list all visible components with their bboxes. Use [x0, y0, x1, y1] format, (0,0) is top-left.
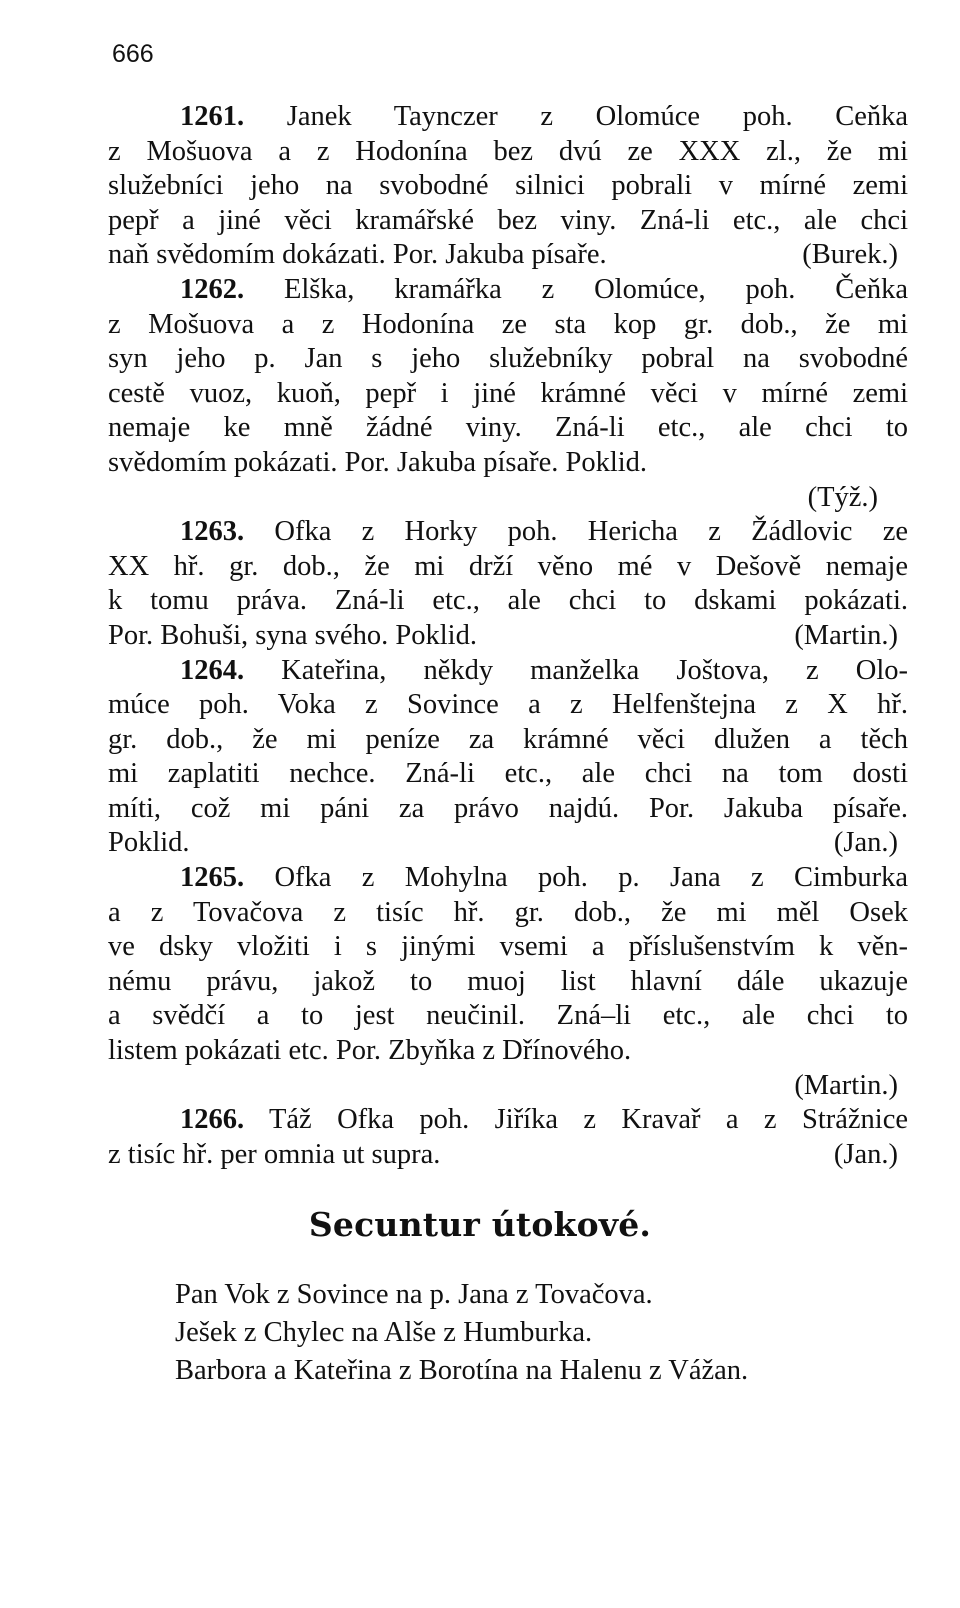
entry-line: XX hř. gr. dob., že mi drží věno mé v Dešově nemaje	[108, 550, 908, 582]
entry-line: k tomu práva. Zná-li etc., ale chci to dskami pokázati.	[108, 585, 908, 617]
entries	[108, 100, 908, 1172]
entry-1265	[108, 861, 908, 1103]
entry-line: 1264. Kateřina, někdy manželka Joštova, z Olo-	[180, 654, 908, 686]
entry-line: mi zaplatiti nechce. Zná-li etc., ale chci na tom dosti	[108, 758, 908, 790]
entry-line: múce poh. Voka z Sovince a z Helfenštejna z X hř.	[108, 689, 908, 721]
scribe-signature: (Burek.)	[802, 239, 898, 271]
list-item: Ješek z Chylec na Alše z Humburka.	[175, 1317, 593, 1348]
entry-line: syn jeho p. Jan s jeho služebníky pobral na svobodné	[108, 343, 908, 375]
entry-line: míti, což mi páni za právo najdú. Por. Jakuba písaře.	[108, 792, 908, 824]
entry-number: 1261.	[180, 101, 245, 132]
entry-line: a z Tovačova z tisíc hř. gr. dob., že mi měl Osek	[108, 896, 908, 928]
entry-1262	[108, 273, 908, 515]
entry-line: Poklid. (Jan.)	[108, 826, 908, 861]
scribe-signature: (Martin.)	[794, 619, 898, 651]
entry-line: 1261. Janek Taynczer z Olomúce poh. Ceňka	[180, 101, 908, 132]
entry-line: 1266. Táž Ofka poh. Jiříka z Kravař a z Strážnice	[180, 1104, 908, 1136]
entry-line: 1263. Ofka z Horky poh. Hericha z Žádlovic ze	[180, 516, 908, 548]
scribe-signature: (Jan.)	[833, 1138, 898, 1170]
entry-line: z Mošuova a z Hodonína ze sta kop gr. dob., že mi	[108, 308, 908, 340]
scribe-signature: (Týž.)	[807, 481, 878, 513]
entry-number: 1266.	[180, 1104, 245, 1136]
entry-1266	[108, 1103, 908, 1172]
entry-line: naň svědomím dokázati. Por. Jakuba písaře. (Burek.)	[108, 238, 908, 273]
entry-line: ve dsky vložiti i s jinými vsemi a příslušenstvím k věn-	[108, 931, 908, 963]
entry-line: 1265. Ofka z Mohylna poh. p. Jana z Cimburka	[180, 862, 908, 894]
entry-line: cestě vuoz, kuoň, pepř i jiné krámné věci v mírné zemi	[108, 377, 908, 409]
entry-line: gr. dob., že mi peníze za krámné věci dlužen a těch	[108, 723, 908, 755]
list	[175, 1276, 748, 1390]
entry-line: Por. Bohuši, syna svého. Poklid. (Martin.)	[108, 619, 908, 654]
list-item: Barbora a Kateřina z Borotína na Halenu z Vážan.	[175, 1355, 749, 1386]
entry-line: pepř a jiné věci kramářské bez viny. Zná-li etc., ale chci	[108, 204, 908, 236]
entry-line: 1262. Elška, kramářka z Olomúce, poh. Čeňka	[180, 273, 908, 305]
entry-number: 1265.	[180, 862, 245, 894]
entry-line: z Mošuova a z Hodonína bez dvú ze XXX zl., že mi	[108, 135, 908, 167]
entry-line: listem pokázati etc. Por. Zbyňka z Dřínového.	[108, 1035, 632, 1067]
entry-line: svědomím pokázati. Por. Jakuba písaře. Poklid.	[108, 446, 648, 478]
scribe-signature: (Jan.)	[833, 827, 898, 859]
entry-line: z tisíc hř. per omnia ut supra. (Jan.)	[108, 1138, 908, 1173]
page-number: 666	[112, 40, 154, 68]
entry-1261	[108, 100, 908, 273]
entry-line: nému právu, jakož to muoj list hlavní dále ukazuje	[108, 965, 908, 997]
entry-line: a svědčí a to jest neučinil. Zná–li etc., ale chci to	[108, 1000, 908, 1032]
entry-line: nemaje ke mně žádné viny. Zná-li etc., ale chci to	[108, 412, 908, 444]
entry-1263	[108, 515, 908, 653]
entry-number: 1262.	[180, 273, 245, 305]
entry-line: služebníci jeho na svobodné silnici pobrali v mírné zemi	[108, 170, 908, 202]
entry-number: 1264.	[180, 654, 245, 686]
scribe-signature: (Martin.)	[794, 1069, 898, 1101]
list-item: Pan Vok z Sovince na p. Jana z Tovačova.	[175, 1279, 653, 1310]
entry-number: 1263.	[180, 516, 245, 548]
section-heading: Secuntur útokové.	[308, 1205, 652, 1244]
entry-1264	[108, 654, 908, 862]
